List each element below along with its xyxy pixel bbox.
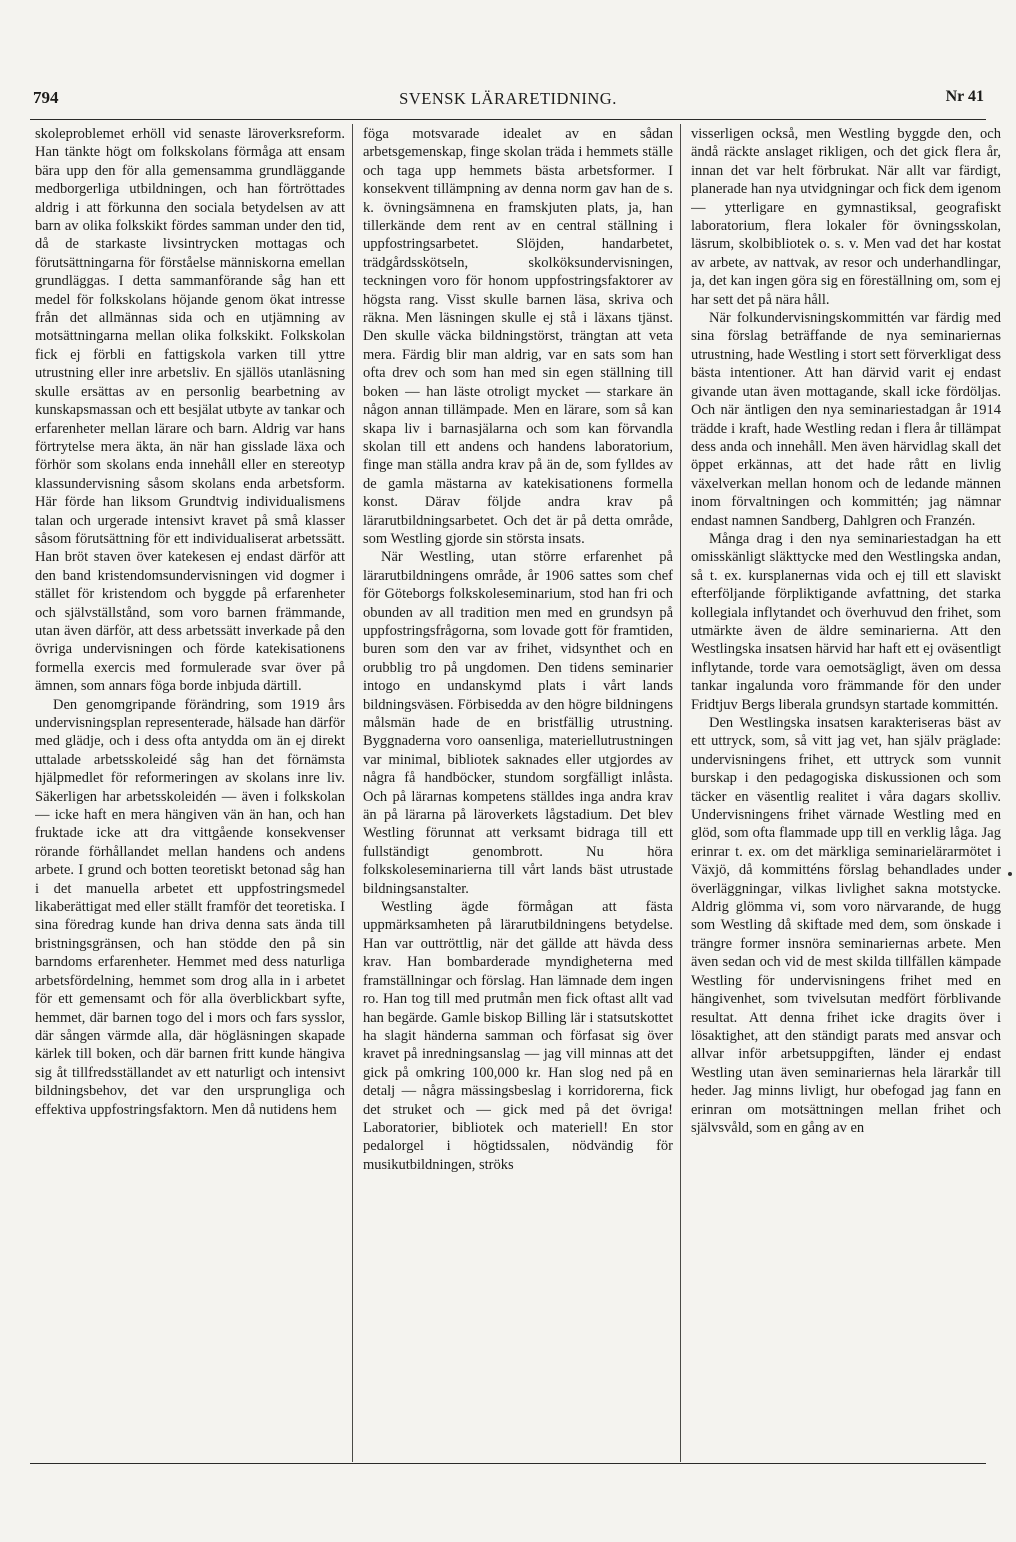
paragraph: visserligen också, men Westling byggde den, och ändå räckte anslaget rikligen, och det gick flera år, innan det var helt förbrukat. När allt var färdigt, planerade han nya utvidgningar och fick dem igenom — ytterligare en gymnastiksal, geografiskt laboratorium, flera lokaler för övningsskolan, läsrum, skolbibliotek o. s. v. Men vad det har kostat av arbete, av nattvak, av resor och underhandlingar, ja, det kan ingen göra sig en föreställning om, som ej har sett det på nära håll. <box>691 126 1001 308</box>
page-header <box>30 88 986 112</box>
column-divider <box>352 124 353 1462</box>
paragraph: När Westling, utan större erfarenhet på lärarutbildningens område, år 1906 sattes som chef för Göteborgs folkskoleseminarium, stod han fri och obunden av all tradition men med en grundsyn på uppfostringsfrågorna, som lovade gott för framtiden, buren som den var av frihet, vidsynthet och en orubblig tro på ungdomen. Den tidens seminarier intogo en undanskymd plats i vårt lands bildningsväsen. Förbisedda av den högre bildningens målsmän hade de en bristfällig utrustning. Byggnaderna voro oansenliga, materiellutrustningen var minimal, bibliotek saknades eller utgjordes av några få handböcker, stundom sorgfälligt inlåsta. Och på lärarnas kompetens ställdes inga andra krav än på lärarna på läroverkets lågstadium. Det blev Westling förunnat att verksamt bidraga till ett fullständigt genombrott. Nu höra folkskoleseminarierna till vårt lands bäst utrustade bildningsanstalter. <box>363 549 673 897</box>
paragraph: Den genomgripande förändring, som 1919 års undervisningsplan representerade, hälsade han därför med glädje, och i dess ofta antydda om än ej direkt uttalade arbetsskoleidé såg han det förnämsta hjälpmedlet för reformeringen av skolans inre liv. Säkerligen har arbetsskoleidén — även i folkskolan — icke haft en mera hängiven vän än han, och han fruktade icke att dra vittgående konsekvenser rörande förhållandet mellan handens och andens arbete. I grund och botten teoretiskt betonad såg han i det manuella arbetet ett uppfostringsmedel likaberättigat med eller ställt framför det teoretiska. I sina föredrag kunde han driva denna sats ända till bristningsgränsen, och han stödde den på sin barndoms erfarenheter. Hemmet med dess naturliga arbetsfördelning, hemmet som drog alla in i arbetet för ett gemensamt och för alla överblickbart syfte, hemmet, där barnen togo del i mors och fars sysslor, där sången värmde alla, där högläsningen skapade kärlek till boken, och där barnen fritt kunde hängiva sig åt tillfredsställandet av ett naturligt och intensivt bildningsbehov, det var den ursprungliga och effektiva uppfostringsfaktorn. Men då nutidens hem <box>35 696 345 1118</box>
header-rule <box>30 119 986 120</box>
paragraph: Westling ägde förmågan att fästa uppmärksamheten på lärarutbildningens betydelse. Han var outtröttlig, när det gällde att hävda dess krav. Han bombarderade myndigheterna med framställningar och förslag. Han lämnade dem ingen ro. Han tog till med prutmån men fick oftast allt vad han begärde. Gamle biskop Billing lär i statsutskottet ha slagit händerna samman och förfasat sig över kravet på inredningsanslag — jag vill minnas att det gick på omkring 100,000 kr. Han slog ned på en detalj — några mässingsbeslag i korridorerna, fick det struket och — gick med på det övriga! Laboratorier, bibliotek och materiell! En stor pedalorgel i högtidssalen, nödvändig för musikutbildningen, ströks <box>363 899 673 1173</box>
column-divider <box>680 124 681 1462</box>
issue-number: Nr 41 <box>945 88 984 105</box>
paragraph: föga motsvarade idealet av en sådan arbetsgemenskap, finge skolan träda i hemmets ställe och taga upp hemmets bästa arbetsformer. I konsekvent tillämpning av denna norm gav han de s. k. övningsämnena en framskjuten plats, ja, han tillerkände dem rent av en central ställning i uppfostringsarbetet. Slöjden, handarbetet, trädgårdsskötseln, skolköksundervisningen, teckningen voro för honom uppfostringsfaktorer av högsta rang. Visst skulle barnen läsa, skriva och räkna. Men läsningen skulle ej stå i läxans tjänst. Den skulle väcka bildningstörst, trängtan att veta mera. Färdig blir man aldrig, var en sats som han ofta drev och som han med sin egen ställning till boken — han läste otroligt mycket — starkare än någon annan tillämpade. Men en lärare, som så kan skapa liv i barnasjälarna och som kan förvandla skolan till ett andens och handens laboratorium, finge man ställa andra krav på än de, som fylldes av de gamla mästarna av katekisationens formella konst. Därav följde andra krav på lärarutbildningsarbetet. Och det är på detta område, som Westling gjorde sin största insats. <box>363 126 673 547</box>
paragraph: Den Westlingska insatsen karakteriseras bäst av ett uttryck, som, så vitt jag vet, han själv präglade: undervisningens frihet, ett uttryck som vunnit burskap i den pedagogiska diskussionen och som täcker en väsentlig realitet i våra dagars skolliv. Undervisningens frihet värnade Westling med en glöd, som ofta flammade upp till en verklig låga. Jag erinrar t. ex. om det märkliga seminarielärarmötet i Växjö, då kommitténs förslag behandlades under överläggningar, vilkas livlighet sakna motstycke. Aldrig glömma vi, som voro närvarande, de hugg som Westling då skiftade med dem, som önskade i trängre former insnöra seminariernas arbete. Men även sedan och vid de mest skilda tillfällen kämpade Westling för undervisningens frihet med en hängivenhet, som tvivelsutan medfört förblivande resultat. Att denna frihet icke dragits över i lösaktighet, att den ständigt parats med ansvar och allvar inför arbetsuppgiften, länder ej endast Westling utan även seminariernas hela lärarkår till heder. Jag minns livligt, hur obefogad jag fann en erinran om motsättningen mellan frihet och självsvåld, som en gång av en <box>691 715 1001 1136</box>
text-column-1 <box>35 125 345 1461</box>
paragraph: När folkundervisningskommittén var färdig med sina förslag beträffande de nya seminariernas utrustning, hade Westling i stort sett förverkligat dess bästa intentioner. Att han därvid varit ej endast givande utan även mottagande, skall icke fördöljas. Och när äntligen den nya seminariestadgan år 1914 trädde i kraft, hade Westling redan i flera år tillämpat dess anda och innehåll. Men även härvidlag skall det öppet erkännas, att det hade rått en livlig växelverkan mellan honom och de ledande männen inom förvaltningen och kommittén; jag nämnar endast namnen Sandberg, Dahlgren och Franzén. <box>691 310 1001 529</box>
paragraph: Många drag i den nya seminariestadgan ha ett omisskänligt släkttycke med den Westlingska andan, så t. ex. kursplanernas vida och ej till ett slaviskt efterföljande förpliktigande avfattning, det starka kollegiala inflytandet och överhuvud den frihet, som utmärkte även de äldre seminarierna. Att den Westlingska insatsen härvid har haft ett ej oväsentligt inflytande, torde vara oemotsägligt, även om dessa tankar ingalunda voro främmande för den under Fridtjuv Bergs liberala grundsyn startade kommittén. <box>691 530 1001 713</box>
text-column-2 <box>363 125 673 1461</box>
margin-mark <box>1008 872 1012 876</box>
page-number: 794 <box>33 88 59 107</box>
paragraph: skoleproblemet erhöll vid senaste läroverksreform. Han tänkte högt om folkskolans förmåga att ensam bära upp den för alla gemensamma grundläggande medborgerliga utbildningen, och han förtröttades aldrig i att förkunna den sociala betydelsen av att barn av olika folkskikt fördes samman under den tid, då de starkaste livsintrycken mottagas och förutsättningarna för förståelse människorna emellan grundläggas. I detta sammanförande såg han ett medel för folkskolans höjande genom ökat intresse från det allmännas sida och en utjämning av motsättningarna mellan olika folkskikt. Folkskolan fick ej förbli en fattigskola varken till yttre utrustning eller inre arbetsliv. En själlös utanläsning skulle ersättas av en personlig bearbetning av kunskapsmassan och ett besjälat utbyte av tankar och erfarenheter mellan lärare och barn. Aldrig var hans förtrytelse mera äkta, än när han gisslade läxa och förhör som skolans enda innehåll eller en stereotyp klassundervisning såsom skolans enda arbetsform. Här förde han liksom Grundtvig individualismens talan och urgerade intensivt kravet på små klasser såsom förutsättning för ett individualiserat arbetssätt. Han bröt staven över katekesen ej endast därför att den band kristendomsundervisningen vid dogmer i stället för kristendom och byggde på erfarenheter och självställstånd, som voro barnen främmande, utan även därför, att dess arbetssätt inverkade på den övriga undervisningen och förde katekisationens formella exercis med formulerade svar över på ämnen, som annars föga borde inbjuda därtill. <box>35 126 345 695</box>
text-column-3 <box>691 125 1001 1461</box>
footer-rule <box>30 1463 986 1464</box>
journal-title: SVENSK LÄRARETIDNING. <box>399 89 617 108</box>
